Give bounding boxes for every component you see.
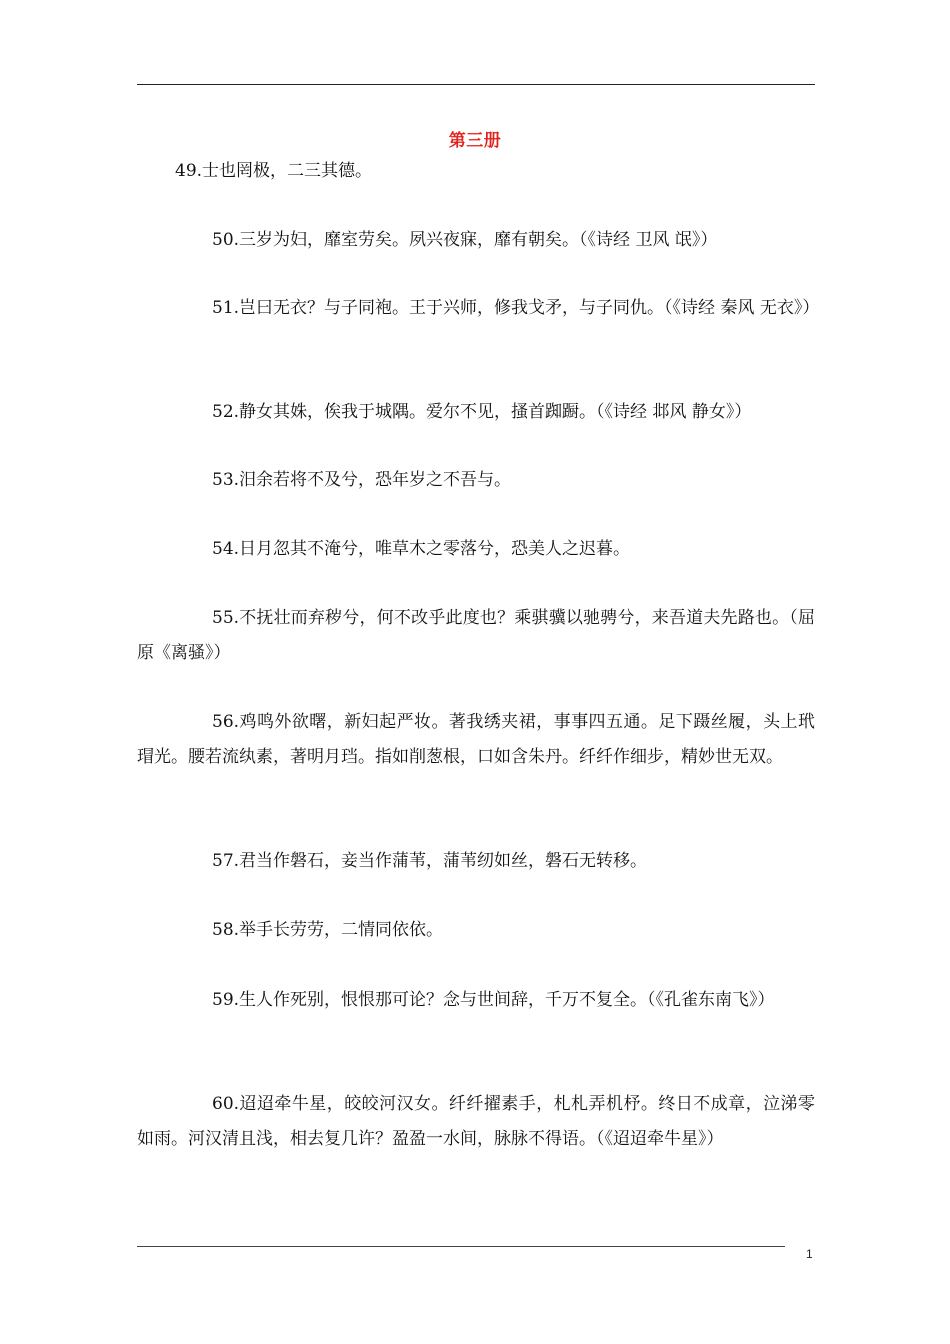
entry-54: 54.日月忽其不淹兮，唯草木之零落兮，恐美人之迟暮。 [212,539,631,559]
entry-58: 58.举手长劳劳，二情同依依。 [212,920,444,940]
entry-59: 59.生人作死别，恨恨那可论？念与世间辞，千万不复全。（《孔雀东南飞》） [212,990,775,1010]
header-rule [137,84,815,85]
entry-52: 52.静女其姝，俟我于城隅。爱尔不见，搔首踟蹰。（《诗经 邶风 静女》） [212,402,752,422]
entry-49: 49.士也罔极，二三其德。 [175,161,373,181]
section-title: 第三册 [448,131,502,151]
entry-50: 50.三岁为妇，靡室劳矣。夙兴夜寐，靡有朝矣。（《诗经 卫风 氓》） [212,230,718,250]
page-number: 1 [806,1247,813,1261]
entry-57: 57.君当作磐石，妾当作蒲苇，蒲苇纫如丝，磐石无转移。 [212,851,648,871]
entry-60: 60.迢迢牵牛星，皎皎河汉女。纤纤擢素手，札札弄机杼。终日不成章，泣涕零如雨。河汉清且浅，相去复几许？盈盈一水间，脉脉不得语。（《迢迢牵牛星》） [137,1094,815,1149]
entry-51: 51.岂曰无衣？与子同袍。王于兴师，修我戈矛，与子同仇。（《诗经 秦风 无衣》） [212,298,820,318]
entry-56: 56.鸡鸣外欲曙，新妇起严妆。著我绣夹裙，事事四五通。足下蹑丝履，头上玳瑁光。腰若流纨素，著明月珰。指如削葱根，口如含朱丹。纤纤作细步，精妙世无双。 [137,712,815,767]
entry-53: 53.汨余若将不及兮，恐年岁之不吾与。 [212,470,512,490]
entry-55: 55.不抚壮而弃秽兮，何不改乎此度也？乘骐骥以驰骋兮，来吾道夫先路也。（屈原《离骚》） [137,608,815,663]
footer-rule [137,1246,785,1247]
